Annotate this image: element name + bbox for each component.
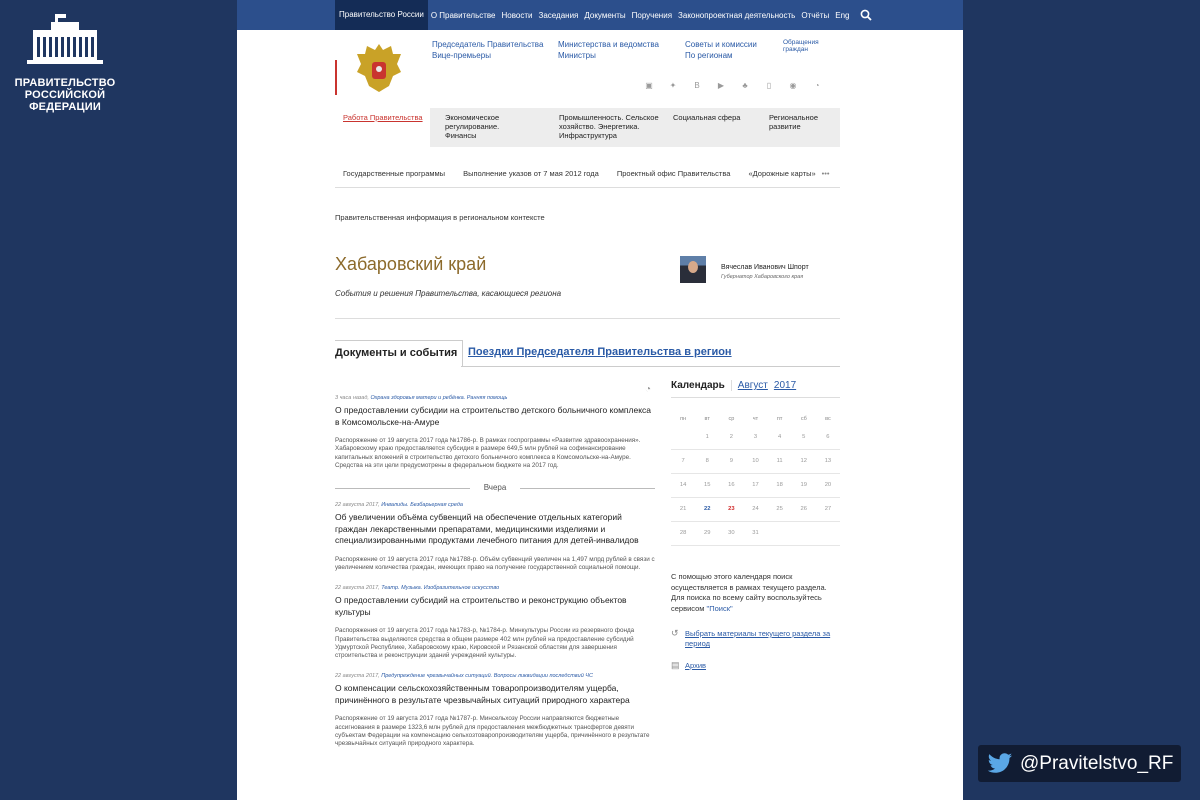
camera-icon[interactable]: ▣ [645, 81, 653, 90]
tab-chairman-trips[interactable]: Поездки Председателя Правительства в регион [468, 346, 732, 358]
weekday: пн [680, 416, 687, 422]
calendar-weekdays [671, 413, 840, 425]
news-text: Распоряжения от 19 августа 2017 года №1783-р, №1784-р. Минкультуры России из резервного фонда Правительства выделяются средства в общем размере 402 млн рублей на предоставление субсидий Удмуртской Республике, Хабаровскому краю, Кировской и Рязанской областям для завершения строительства и реконструкции зданий учреждений культуры. [335, 627, 635, 660]
search-icon[interactable] [860, 9, 872, 21]
nav-news[interactable]: Новости [501, 10, 533, 20]
calendar-day [768, 521, 792, 545]
calendar-day [792, 521, 816, 545]
nav-project-office[interactable]: Проектный офис Правительства [616, 169, 731, 178]
tab-divider [461, 366, 840, 367]
news-date: 22 августа 2017 [335, 502, 379, 509]
nav-meetings[interactable]: Заседания [538, 10, 579, 20]
archive-icon: ▤ [671, 660, 680, 670]
calendar [671, 380, 840, 546]
calendar-label: Календарь [671, 380, 732, 391]
calendar-day[interactable]: 28 [671, 521, 695, 545]
calendar-month-select[interactable]: Август [737, 380, 768, 391]
more-icon[interactable]: ••• [821, 169, 830, 178]
weekday: вт [704, 416, 710, 422]
news-title[interactable]: О предоставлении субсидии на строительство детского больничного комплекса в Комсомольске-на-Амуре [335, 405, 652, 427]
news-item [335, 673, 655, 748]
news-tags[interactable]: Предупреждение чрезвычайных ситуаций. Вопросы ликвидации последствий ЧС [381, 673, 593, 680]
tab-documents-events[interactable]: Документы и события [335, 340, 463, 367]
calendar-day[interactable]: 8 [695, 449, 719, 473]
date-divider: Вчера [335, 483, 655, 493]
calendar-day[interactable]: 6 [816, 425, 840, 449]
news-tags[interactable]: Инвалиды. Безбарьерная среда [381, 502, 463, 509]
news-meta: 22 августа 2017, Предупреждение чрезвычайных ситуаций. Вопросы ликвидации последствий ЧС [335, 673, 593, 680]
section-regional[interactable]: Региональное развитие [769, 113, 819, 131]
nav-english[interactable]: Eng [835, 10, 850, 20]
calendar-day[interactable]: 21 [671, 497, 695, 521]
calendar-day[interactable] [671, 425, 695, 449]
calendar-day[interactable]: 17 [743, 473, 767, 497]
brand-line-3: ФЕДЕРАЦИИ [29, 101, 101, 113]
calendar-week [671, 473, 840, 497]
section-social[interactable]: Социальная сфера [673, 113, 741, 122]
link-councils[interactable]: Советы и комиссии [685, 40, 757, 49]
calendar-year-select[interactable]: 2017 [773, 380, 797, 391]
twitter-icon[interactable]: ✦ [669, 81, 677, 90]
calendar-day[interactable]: 1 [695, 425, 719, 449]
link-chairman[interactable]: Председатель Правительства [432, 40, 544, 49]
ok-icon[interactable]: ♣ [742, 81, 748, 90]
calendar-week [671, 521, 840, 545]
nav-government-russia[interactable]: Правительство России [335, 0, 428, 30]
calendar-day[interactable]: 10 [743, 449, 767, 473]
calendar-day[interactable]: 26 [792, 497, 816, 521]
calendar-day[interactable]: 25 [768, 497, 792, 521]
calendar-grid [671, 413, 840, 546]
brand-block[interactable] [0, 0, 130, 113]
vk-icon[interactable]: В [694, 81, 700, 90]
page-subtitle: События и решения Правительства, касающиеся региона [335, 289, 562, 298]
calendar-day[interactable]: 31 [743, 521, 767, 545]
nav-reports[interactable]: Отчёты [801, 10, 830, 20]
link-vice-premiers[interactable]: Вице-премьеры [432, 51, 491, 60]
nav-instructions[interactable]: Поручения [631, 10, 673, 20]
subsection-navigation [335, 169, 840, 178]
section-navigation [335, 108, 840, 147]
calendar-day[interactable]: 15 [695, 473, 719, 497]
calendar-week [671, 497, 840, 521]
calendar-day[interactable]: 27 [816, 497, 840, 521]
news-tags[interactable]: Театр. Музыка. Изобразительное искусство [381, 585, 500, 592]
nav-roadmaps[interactable]: «Дорожные карты» [748, 169, 816, 178]
news-item [335, 585, 655, 660]
news-date: 3 часа назад [335, 395, 368, 401]
calendar-note-text: С помощью этого календаря поиск осуществляется в рамках текущего раздела. Для поиска по всему сайту воспользуйтесь сервисом [671, 572, 827, 613]
calendar-day[interactable]: 30 [719, 521, 743, 545]
news-title[interactable]: О компенсации сельскохозяйственным товаропроизводителям ущерба, причинённого в результате чрезвычайных ситуаций природного характера [335, 683, 630, 705]
governor-role: Губернатор Хабаровского края [721, 274, 804, 280]
divider [335, 318, 840, 319]
calendar-day[interactable]: 24 [743, 497, 767, 521]
section-government-work[interactable]: Работа Правительства [343, 113, 423, 122]
news-date: 22 августа 2017 [335, 673, 379, 680]
news-title[interactable]: О предоставлении субсидий на строительство и реконструкцию объектов культуры [335, 595, 627, 617]
calendar-day[interactable]: 7 [671, 449, 695, 473]
header-links-col2 [558, 39, 659, 61]
news-meta: 3 часа назад, Охрана здоровья матери и ребёнка. Ранняя помощь [335, 395, 508, 401]
weekday: вс [825, 416, 831, 422]
calendar-day[interactable]: 9 [719, 449, 743, 473]
coat-of-arms-icon[interactable] [353, 40, 405, 96]
divider [335, 187, 840, 188]
white-house-logo-icon [25, 14, 105, 66]
rss-icon[interactable]: ◔ [814, 81, 820, 90]
news-meta: 22 августа 2017, Театр. Музыка. Изобразительное искусство [335, 585, 500, 592]
news-text: Распоряжение от 19 августа 2017 года №1788-р. Объём субвенций увеличен на 1,497 млрд рублей в связи с увеличением количества граждан, имеющих право на получение государственной социальной помощи. [335, 555, 655, 571]
link-ministries[interactable]: Министерства и ведомства [558, 40, 660, 49]
weekday: сб [800, 416, 807, 422]
calendar-day[interactable]: 16 [719, 473, 743, 497]
brand-line-1: ПРАВИТЕЛЬСТВО [14, 77, 116, 89]
calendar-day [816, 521, 840, 545]
calendar-day[interactable]: 11 [768, 449, 792, 473]
accent-line [335, 60, 337, 95]
header-links-col3 [685, 39, 757, 61]
twitter-handle: @Pravitelstvo_RF [1020, 752, 1174, 774]
breadcrumb[interactable]: Правительственная информация в региональном контексте [335, 213, 545, 222]
calendar-day[interactable]: 3 [743, 425, 767, 449]
news-list [335, 395, 655, 762]
nav-may-decrees[interactable]: Выполнение указов от 7 мая 2012 года [463, 169, 599, 178]
news-text: Распоряжение от 19 августа 2017 года №1787-р. Минсельхозу России направляются бюджетные ассигнования в размере 1323,6 млн рублей для предоставления межбюджетных трансфертов девяти субъектам Федерации на компенсацию сельхозтоваропроизводителям ущерба, причинённого в результате чрезвычайных ситуаций природного характера. [335, 715, 650, 748]
brand-line-2: РОССИЙСКОЙ [24, 89, 106, 101]
governor-photo[interactable] [680, 256, 706, 283]
select-period-link[interactable]: Выбрать материалы текущего раздела за период [685, 629, 831, 648]
section-industry[interactable]: Промышленность. Сельское хозяйство. Энергетика. Инфраструктура [559, 113, 659, 140]
social-icons [645, 82, 821, 90]
news-meta: 22 августа 2017, Инвалиды. Безбарьерная среда [335, 502, 463, 509]
news-date: 22 августа 2017 [335, 585, 379, 592]
calendar-day[interactable]: 13 [816, 449, 840, 473]
nav-documents[interactable]: Документы [584, 10, 626, 20]
twitter-icon [986, 753, 1014, 775]
news-tags[interactable]: Охрана здоровья матери и ребёнка. Ранняя помощь [370, 395, 508, 401]
calendar-day[interactable]: 20 [816, 473, 840, 497]
calendar-day[interactable]: 14 [671, 473, 695, 497]
weekday: ср [728, 416, 735, 422]
link-regions[interactable]: По регионам [685, 51, 733, 60]
calendar-day[interactable]: 5 [792, 425, 816, 449]
mobile-icon[interactable]: ▯ [766, 81, 772, 90]
eye-icon[interactable]: ◉ [789, 81, 797, 90]
youtube-icon[interactable]: ▶ [717, 81, 725, 90]
page-content [237, 0, 963, 800]
calendar-day[interactable]: 2 [719, 425, 743, 449]
weekday: чт [752, 416, 759, 422]
header-links-col1 [432, 39, 543, 61]
calendar-header [671, 380, 840, 398]
calendar-day[interactable]: 4 [768, 425, 792, 449]
history-icon: ↺ [671, 628, 679, 638]
news-item [335, 395, 655, 470]
weekday: пт [776, 416, 783, 422]
search-service-link[interactable]: "Поиск" [706, 603, 733, 613]
twitter-badge[interactable] [978, 745, 1181, 782]
calendar-day[interactable]: 29 [695, 521, 719, 545]
section-economy[interactable]: Экономическое регулирование. Финансы [445, 113, 500, 140]
calendar-note [671, 572, 841, 614]
nav-about[interactable]: О Правительстве [430, 10, 496, 20]
calendar-day[interactable]: 19 [792, 473, 816, 497]
nav-state-programs[interactable]: Государственные программы [343, 169, 446, 178]
calendar-week [671, 449, 840, 473]
rss-icon[interactable]: ◔ [645, 384, 652, 395]
news-item [335, 502, 655, 572]
archive-link[interactable]: Архив [685, 661, 707, 670]
calendar-day-active[interactable]: 22 [695, 497, 719, 521]
page-title: Хабаровский край [335, 254, 487, 274]
calendar-day[interactable]: 12 [792, 449, 816, 473]
top-navigation [237, 0, 963, 30]
brand-name [0, 77, 130, 113]
calendar-day-today[interactable]: 23 [719, 497, 743, 521]
calendar-week [671, 425, 840, 449]
governor-name[interactable]: Вячеслав Иванович Шпорт [721, 264, 809, 271]
link-ministers[interactable]: Министры [558, 51, 596, 60]
link-citizen-appeals[interactable]: Обращения граждан [783, 39, 819, 53]
news-title[interactable]: Об увеличении объёма субвенций на обеспечение отдельных категорий граждан лекарственными препаратами, медицинскими изделиями и специализированными продуктами лечебного питания для детей-инвалидов [335, 512, 639, 546]
nav-legislation[interactable]: Законопроектная деятельность [678, 10, 796, 20]
calendar-day[interactable]: 18 [768, 473, 792, 497]
news-text: Распоряжение от 19 августа 2017 года №1786-р. В рамках госпрограммы «Развитие здравоохранения». Хабаровскому краю предоставляется субсидия в размере 649,5 млн рублей на софинансирование капитальных вложений в строительство детского больничного комплекса в Комсомольске-на-Амуре. Средства на эти цели предусмотрены в федеральном бюджете на 2017 год. [335, 437, 641, 469]
